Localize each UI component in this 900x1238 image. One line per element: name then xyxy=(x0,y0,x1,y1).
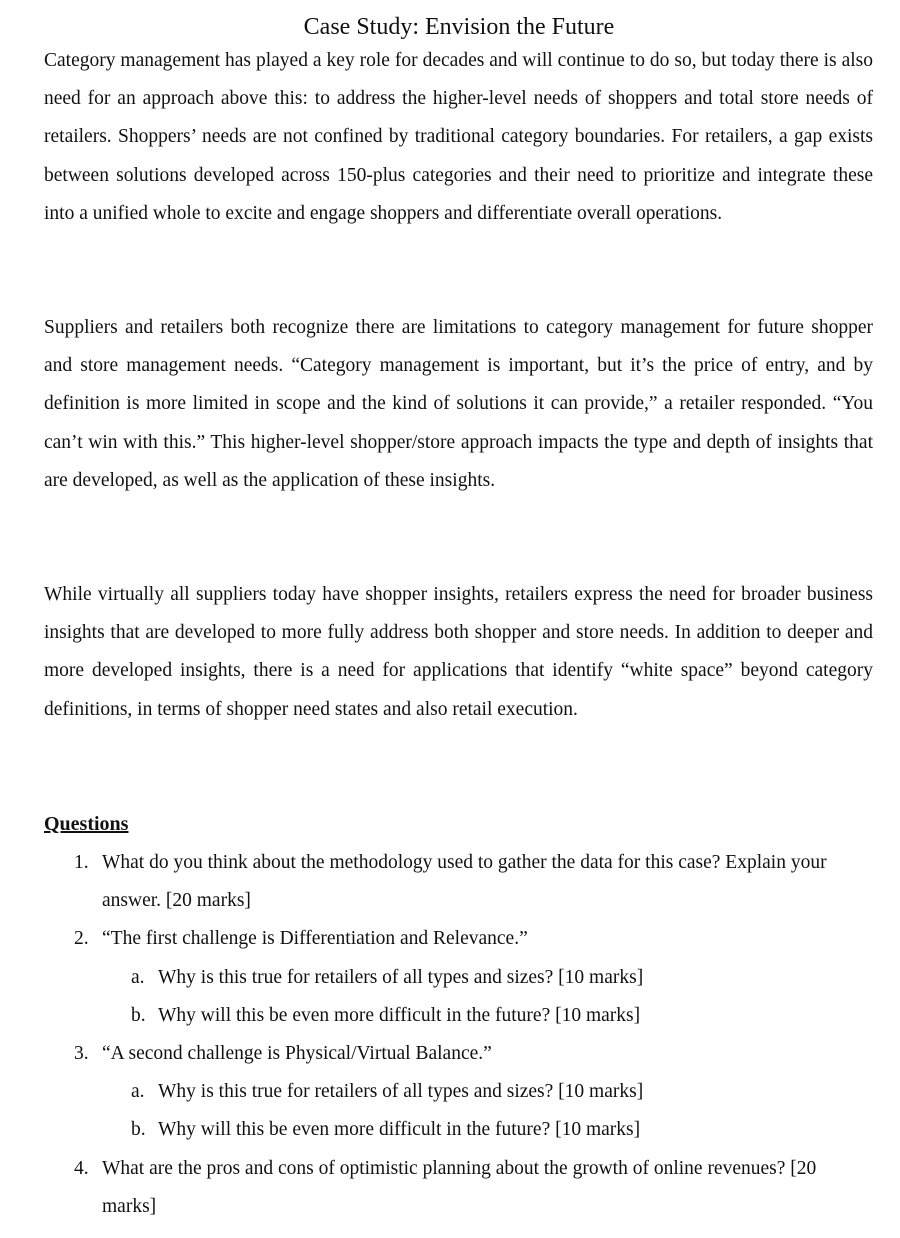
question-number: 4. xyxy=(74,1157,89,1179)
question-text: “A second challenge is Physical/Virtual Balance.” xyxy=(102,1043,492,1065)
question-item-3 xyxy=(0,1035,874,1073)
question-item-1 xyxy=(0,844,874,920)
sub-question-2b xyxy=(0,997,874,1035)
paragraph-3: While virtually all suppliers today have shopper insights, retailers express the need for broader business insights that are developed to more fully address both shopper and store needs. In addition to deeper and more developed insights, there is a need for applications that identify “white space” beyond category definitions, in terms of shopper need states and also retail execution. xyxy=(44,584,873,720)
paragraph-2: Suppliers and retailers both recognize there are limitations to category management for future shopper and store management needs. “Category management is important, but it’s the price of entry, and by definition is more limited in scope and the kind of solutions it can provide,” a retailer responded. “You can’t win with this.” This higher-level shopper/store approach impacts the type and depth of insights that are developed, as well as the application of these insights. xyxy=(44,317,873,491)
sub-question-text: Why is this true for retailers of all types and sizes? [10 marks] xyxy=(158,1081,644,1103)
sub-question-letter: a. xyxy=(131,966,145,988)
question-item-2 xyxy=(0,920,874,958)
sub-question-letter: a. xyxy=(131,1081,145,1103)
sub-question-letter: b. xyxy=(131,1119,146,1141)
question-number: 1. xyxy=(74,852,89,873)
question-text: What do you think about the methodology used to gather the data for this case? Explain your answer. [20 marks] xyxy=(102,852,827,912)
question-text: “The first challenge is Differentiation and Relevance.” xyxy=(102,928,528,950)
sub-question-2a xyxy=(0,959,874,997)
question-number: 3. xyxy=(74,1043,89,1065)
sub-question-text: Why is this true for retailers of all types and sizes? [10 marks] xyxy=(158,966,644,988)
question-text: What are the pros and cons of optimistic planning about the growth of online revenues? [20 marks] xyxy=(102,1157,817,1217)
sub-question-letter: b. xyxy=(131,1004,146,1026)
questions-heading: Questions xyxy=(44,813,129,835)
sub-question-3b xyxy=(0,1111,874,1149)
page-title: Case Study: Envision the Future xyxy=(303,14,615,40)
sub-question-text: Why will this be even more difficult in the future? [10 marks] xyxy=(158,1119,641,1141)
questions-list xyxy=(0,844,900,1226)
sub-question-3a xyxy=(0,1073,874,1111)
paragraph-1: Category management has played a key role for decades and will continue to do so, but today there is also need for an approach above this: to address the higher-level needs of shoppers and total store needs of retailers. Shoppers’ needs are not confined by traditional category boundaries. For retailers, a gap exists between solutions developed across 150-plus categories and their need to prioritize and integrate these into a unified whole to excite and engage shoppers and differentiate overall operations. xyxy=(44,50,873,224)
question-item-4 xyxy=(0,1150,874,1226)
question-number: 2. xyxy=(74,928,89,950)
sub-question-text: Why will this be even more difficult in the future? [10 marks] xyxy=(158,1004,641,1026)
